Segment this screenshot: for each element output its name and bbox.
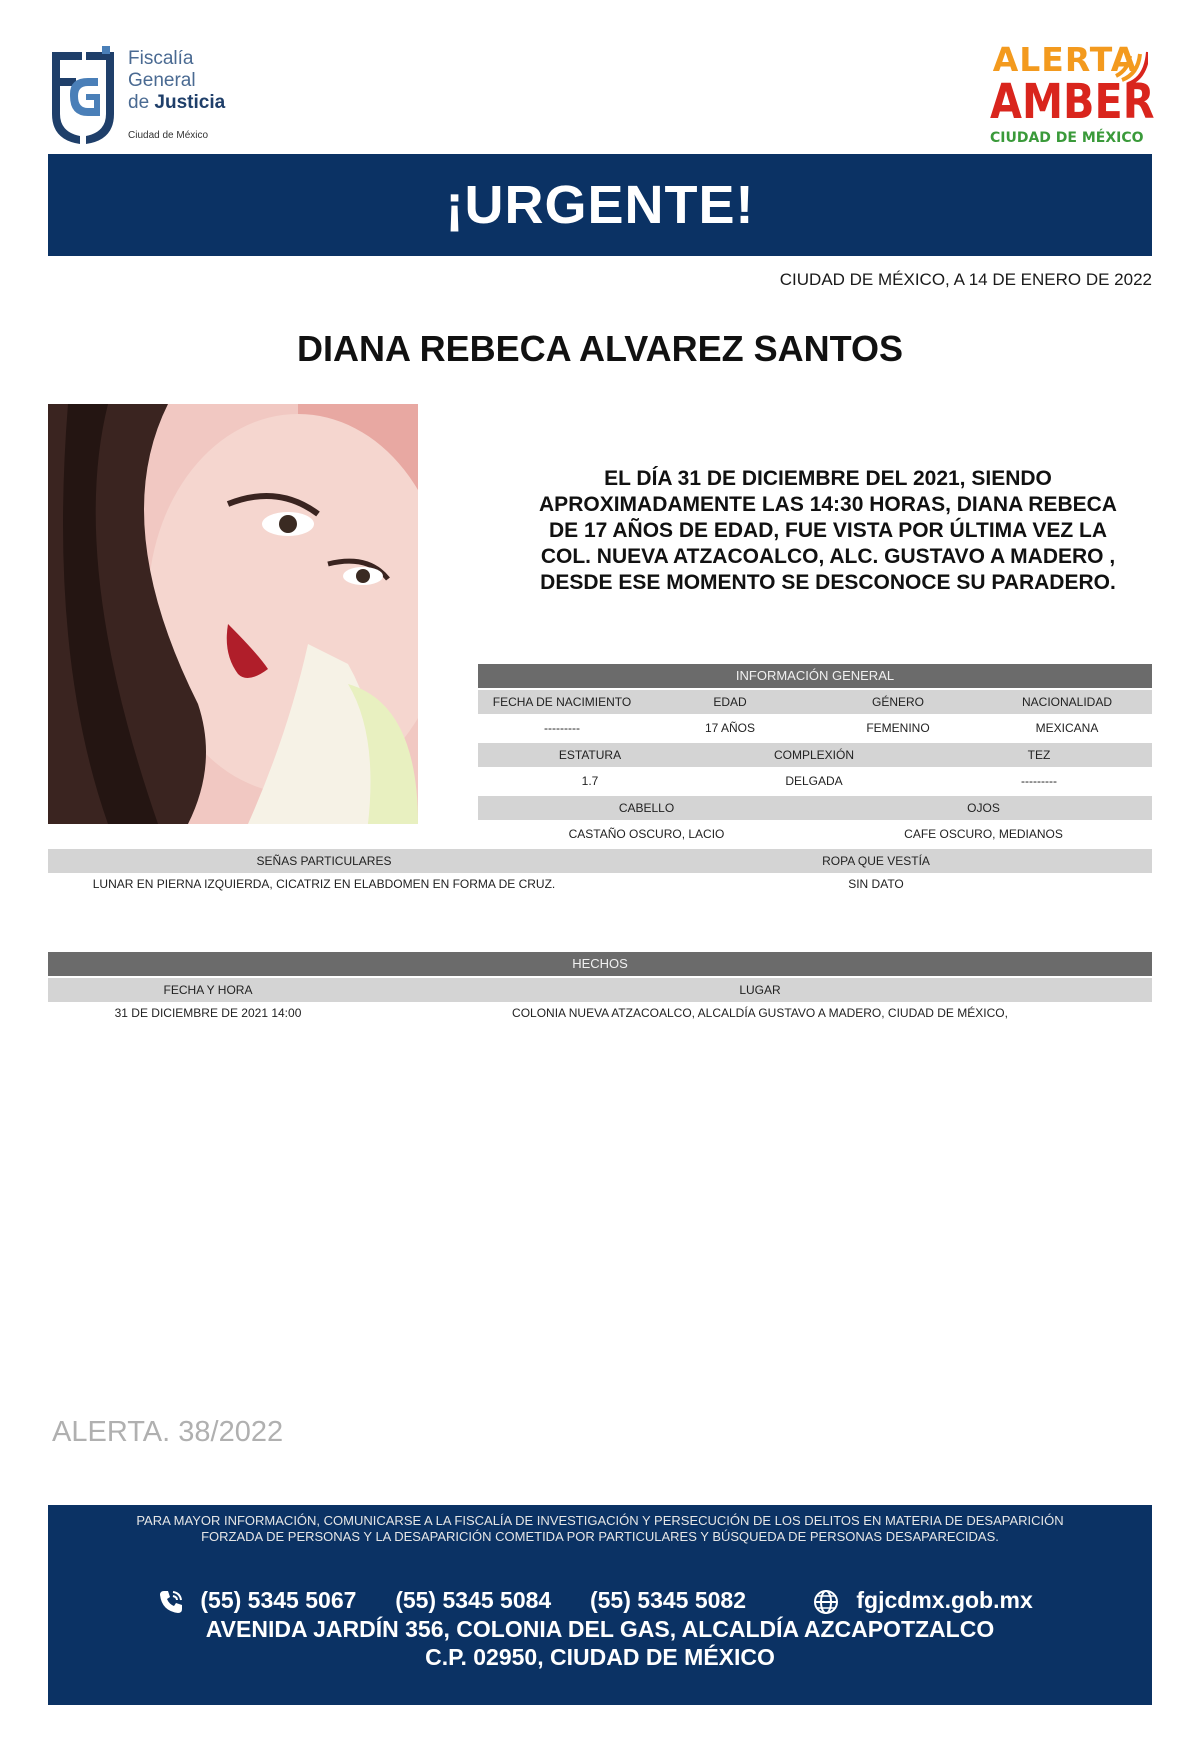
header-senas-particulares: SEÑAS PARTICULARES: [256, 854, 392, 868]
description-line: APROXIMADAMENTE LAS 14:30 HORAS, DIANA REBECA: [539, 493, 1117, 516]
description-line: DESDE ESE MOMENTO SE DESCONOCE SU PARADERO.: [540, 571, 1116, 594]
contact-footer: [48, 1505, 1152, 1705]
header-complexion: COMPLEXIÓN: [773, 748, 854, 762]
fgj-logo-line2: General: [128, 70, 196, 91]
footer-note: [48, 1513, 1152, 1545]
value-genero: FEMENINO: [866, 721, 930, 735]
fgj-logo-sub: Ciudad de México: [128, 130, 209, 141]
person-name: DIANA REBECA ALVAREZ SANTOS: [296, 328, 904, 369]
description-line: EL DÍA 31 DE DICIEMBRE DEL 2021, SIENDO: [604, 467, 1052, 490]
header-fecha-y-hora: FECHA Y HORA: [163, 983, 253, 997]
info-row3-values: [478, 822, 1152, 846]
value-ojos: CAFE OSCURO, MEDIANOS: [904, 827, 1063, 841]
footer-phones: [158, 1587, 746, 1615]
alert-number: ALERTA. 38/2022: [52, 1416, 284, 1448]
phone-icon: [158, 1589, 184, 1615]
globe-icon: [812, 1588, 840, 1616]
info-row1-headers: [478, 690, 1152, 714]
footer-website: [812, 1587, 1033, 1616]
amber-alert-logo: [990, 40, 1160, 150]
header-ojos: OJOS: [967, 801, 1000, 815]
value-fecha-y-hora: 31 DE DICIEMBRE DE 2021 14:00: [114, 1006, 302, 1020]
info-row4-headers: [48, 849, 1152, 873]
value-ropa-que-vestia: SIN DATO: [848, 877, 904, 891]
value-edad: 17 AÑOS: [704, 721, 756, 735]
description-line: COL. NUEVA ATZACOALCO, ALC. GUSTAVO A MADERO ,: [540, 545, 1116, 568]
urgent-banner: ¡URGENTE!: [48, 154, 1152, 256]
header-edad: EDAD: [713, 695, 747, 709]
hechos-headers: [48, 978, 1152, 1002]
fgj-logo-line1: Fiscalía: [128, 48, 194, 69]
header-ropa-que-vestia: ROPA QUE VESTÍA: [822, 854, 930, 868]
address-line: C.P. 02950, CIUDAD DE MÉXICO: [425, 1644, 775, 1670]
date-line: CIUDAD DE MÉXICO, A 14 DE ENERO DE 2022: [779, 270, 1152, 289]
value-tez: ---------: [1021, 774, 1057, 788]
fgj-logo-line3-strong: Justicia: [154, 92, 226, 113]
value-nacionalidad: MEXICANA: [1035, 721, 1099, 735]
header-tez: TEZ: [1027, 748, 1051, 762]
fgj-logo-line3-prefix: de: [128, 92, 155, 113]
fgj-logo: [46, 44, 246, 144]
hechos-title: HECHOS: [48, 952, 1152, 976]
hechos-values: [48, 1002, 1152, 1024]
address-line: AVENIDA JARDÍN 356, COLONIA DEL GAS, ALCALDÍA AZCAPOTZALCO: [205, 1616, 995, 1642]
description-line: DE 17 AÑOS DE EDAD, FUE VISTA POR ÚLTIMA VEZ LA: [548, 519, 1108, 542]
value-senas-particulares: LUNAR EN PIERNA IZQUIERDA, CICATRIZ EN ELABDOMEN EN FORMA DE CRUZ.: [92, 877, 556, 891]
amber-logo-line1: ALERTA: [992, 40, 1138, 79]
footer-note-line: FORZADA DE PERSONAS Y LA DESAPARICIÓN COMETIDA POR PARTICULARES Y BÚSQUEDA DE PERSONAS DESAPARECIDAS.: [201, 1529, 999, 1544]
info-row2-values: [478, 769, 1152, 793]
info-row2-headers: [478, 743, 1152, 767]
website-link[interactable]: fgjcdmx.gob.mx: [856, 1587, 1033, 1613]
phone-number: (55) 5345 5067: [200, 1587, 357, 1613]
value-complexion: DELGADA: [785, 774, 843, 788]
value-estatura: 1.7: [581, 774, 599, 788]
header-fecha-nacimiento: FECHA DE NACIMIENTO: [492, 695, 632, 709]
info-general-title: INFORMACIÓN GENERAL: [478, 664, 1152, 688]
amber-logo-line3: CIUDAD DE MÉXICO: [990, 130, 1144, 146]
missing-person-photo: [48, 404, 418, 824]
value-lugar: COLONIA NUEVA ATZACOALCO, ALCALDÍA GUSTAVO A MADERO, CIUDAD DE MÉXICO,: [512, 1006, 1008, 1020]
info-row1-values: [478, 716, 1152, 740]
signal-waves-icon: [1112, 46, 1148, 86]
header-nacionalidad: NACIONALIDAD: [1021, 695, 1113, 709]
amber-logo-line2: AMBER: [990, 74, 1155, 130]
info-row4-values: [48, 873, 1152, 895]
header-estatura: ESTATURA: [558, 748, 622, 762]
footer-address: [48, 1615, 1152, 1671]
incident-description: [478, 466, 1178, 596]
fgj-logo-icon: [46, 44, 120, 144]
phone-number: (55) 5345 5082: [589, 1587, 746, 1613]
fgj-logo-line3: [128, 92, 225, 114]
header-cabello: CABELLO: [618, 801, 675, 815]
footer-note-line: PARA MAYOR INFORMACIÓN, COMUNICARSE A LA FISCALÍA DE INVESTIGACIÓN Y PERSECUCIÓN DE LOS DELITOS EN MATERIA DE DESAPARICIÓN: [136, 1513, 1064, 1528]
header-genero: GÉNERO: [871, 695, 924, 709]
value-fecha-nacimiento: ---------: [544, 721, 580, 735]
info-row3-headers: [478, 796, 1152, 820]
phone-number: (55) 5345 5084: [395, 1587, 552, 1613]
header-lugar: LUGAR: [739, 983, 781, 997]
value-cabello: CASTAÑO OSCURO, LACIO: [568, 827, 725, 841]
